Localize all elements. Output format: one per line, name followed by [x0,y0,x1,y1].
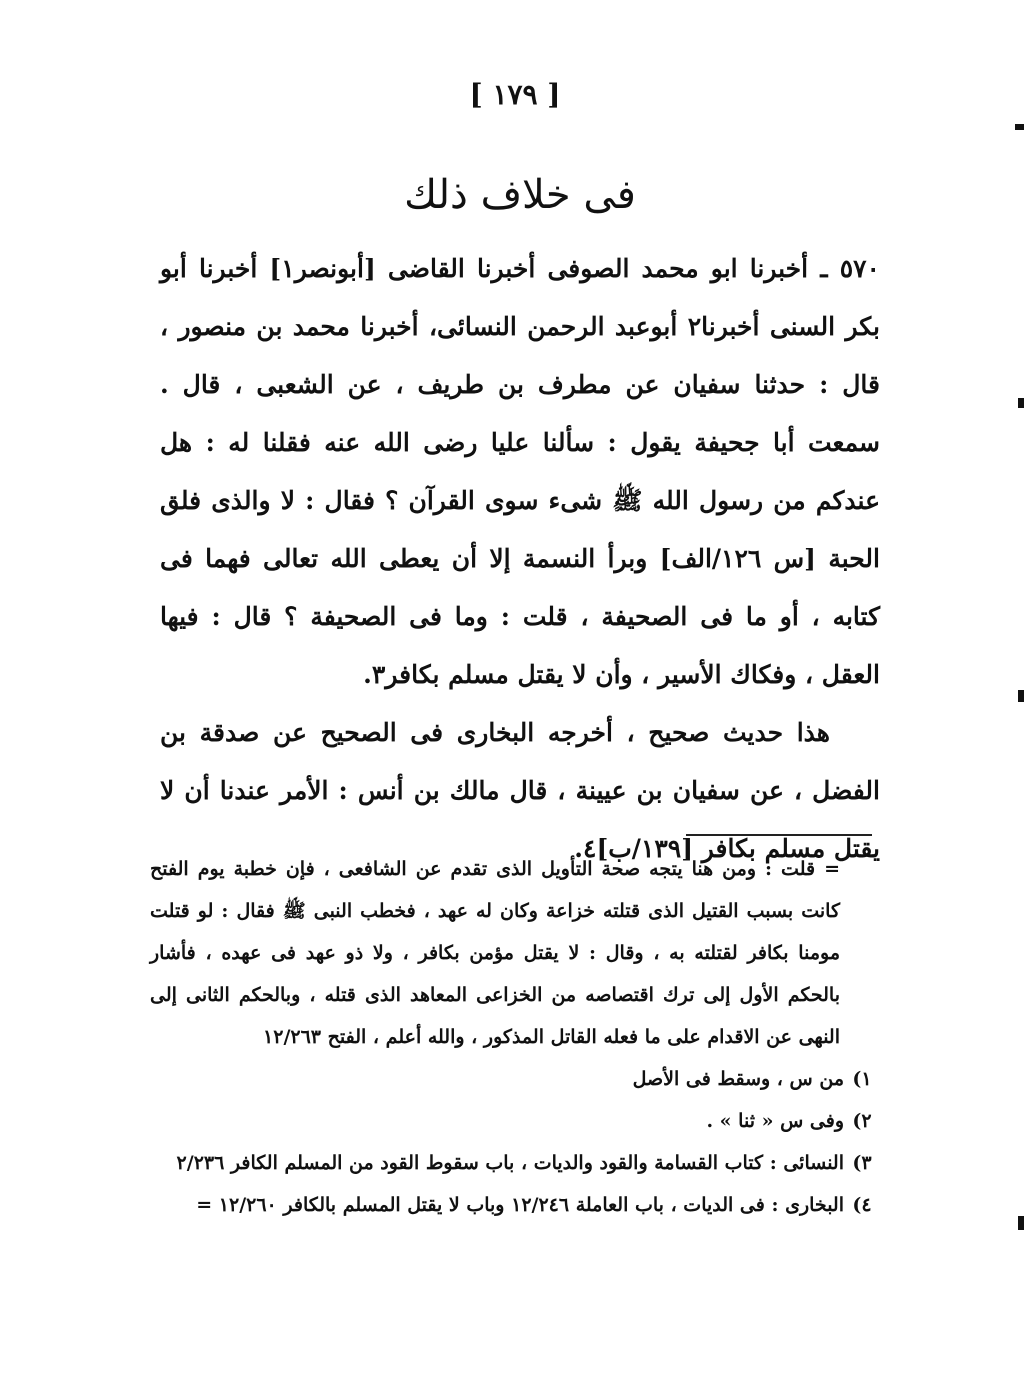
footnote-item [150,1184,880,1226]
footnote-list [150,1058,880,1226]
page-number: [ ١٧٩ ] [469,78,561,111]
footnote-number: ٤) [852,1194,872,1216]
main-text [160,240,880,878]
footnote-text: النسائى : كتاب القسامة والقود والديات ، باب سقوط القود من المسلم الكافر ٢/٢٣٦ [176,1152,844,1174]
footnote-text: البخارى : فى الديات ، باب العاملة ١٢/٢٤٦ وباب لا يقتل المسلم بالكافر ١٢/٢٦٠ = [196,1194,844,1216]
footnote-text: من س ، وسقط فى الأصل [632,1068,844,1090]
scan-mark [1018,1216,1024,1230]
footnote-number: ١) [852,1068,872,1090]
footnotes [150,848,880,1226]
hadith-paragraph: ٥٧٠ ـ أخبرنا ابو محمد الصوفى أخبرنا القاضى [أبونصر١] أخبرنا أبو بكر السنى أخبرنا٢ أبوعبد الرحمن النسائى، أخبرنا محمد بن منصور ، قال : حدثنا سفيان عن مطرف بن طريف ، عن الشعبى ، قال . سمعت أبا جحيفة يقول : سألنا عليا رضى الله عنه فقلنا له : هل عندكم من رسول الله ﷺ شىء سوى القرآن ؟ فقال : لا والذى فلق الحبة [س ١٢٦/الف] وبرأ النسمة إلا أن يعطى الله تعالى فهما فى كتابه ، أو ما فى الصحيفة ، قلت : وما فى الصحيفة ؟ قال : فيها العقل ، وفكاك الأسير ، وأن لا يقتل مسلم بكافر٣. [160,254,880,689]
footnote-item [150,1100,880,1142]
scan-mark [1015,124,1024,130]
scan-mark [1018,398,1024,408]
footnote-separator [686,834,872,836]
footnote-text: وفى س « ثنا » . [706,1110,844,1132]
footnote-number: ٣) [852,1152,872,1174]
footnote-continuation: = قلت : ومن هنا يتجه صحة التأويل الذى تقدم عن الشافعى ، فإن خطبة يوم الفتح كانت بسبب القتيل الذى قتلته خزاعة وكان له عهد ، فخطب النبى ﷺ فقال : لو قتلت مومنا بكافر لقتلته به ، وقال : لا يقتل مؤمن بكافر ، ولا ذو عهد فى عهده ، فأشار بالحكم الأول إلى ترك اقتصاصه من الخزاعى المعاهد الذى قتله ، وبالحكم الثانى إلى النهى عن الاقدام على ما فعله القاتل المذكور ، والله أعلم ، الفتح ١٢/٢٦٣ [150,858,840,1048]
footnote-number: ٢) [852,1110,872,1132]
scan-mark [1018,690,1024,702]
footnote-item [150,1142,880,1184]
chapter-title: فى خلاف ذلك [404,172,636,218]
commentary-paragraph: هذا حديث صحيح ، أخرجه البخارى فى الصحيح عن صدقة بن الفضل ، عن سفيان بن عيينة ، قال مالك بن أنس : الأمر عندنا أن لا يقتل مسلم بكافر [١٣٩/ب]٤. [160,718,880,863]
footnote-item [150,1058,880,1100]
